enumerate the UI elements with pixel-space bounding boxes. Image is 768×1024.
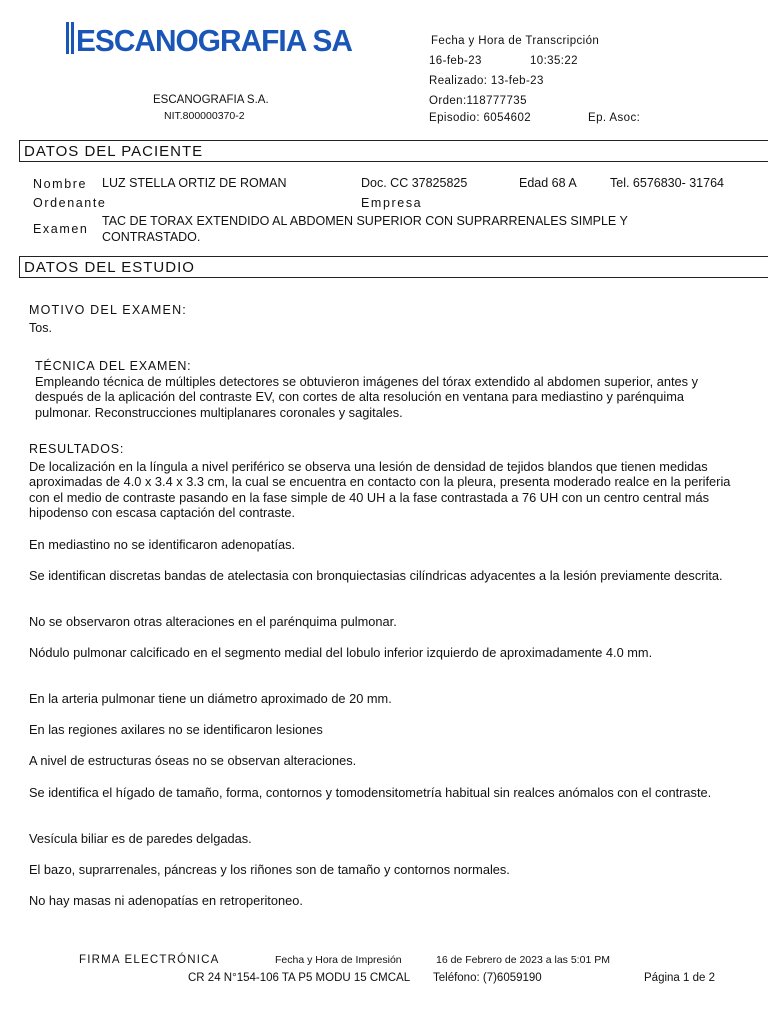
tecnica-heading: TÉCNICA DEL EXAMEN:: [35, 359, 192, 373]
examen-line-2: CONTRASTADO.: [102, 230, 201, 244]
result-paragraph: Vesícula biliar es de paredes delgadas.: [29, 831, 252, 846]
result-paragraph: En mediastino no se identificaron adenopatías.: [29, 537, 296, 552]
footer-address: CR 24 N°154-106 TA P5 MODU 15 CMCAL: [188, 972, 411, 984]
print-date-label: Fecha y Hora de Impresión: [275, 954, 402, 966]
empresa-label: Empresa: [361, 196, 423, 210]
result-paragraph: El bazo, suprarrenales, páncreas y los riñones son de tamaño y contornos normales.: [29, 862, 510, 877]
episodio: Episodio: 6054602: [429, 112, 532, 124]
logo-text: ESCANOGRAFIA SA: [76, 23, 353, 56]
company-name: ESCANOGRAFIA S.A.: [153, 94, 269, 106]
result-paragraph: Se identifica el hígado de tamaño, forma, contornos y tomodensitometría habitual sin realces anómalos con el contraste.: [29, 785, 712, 800]
examen-label: Examen: [33, 222, 89, 236]
result-paragraph: De localización en la língula a nivel periférico se observa una lesión de densidad de tejidos blandos que tienen medidas aproximadas de 4.0 x 3.4 x 3.3 cm, la cual se encuentra en contacto con la pleura, presenta moderado realce en la periferia con el medio de contraste pasando en la fase simple de 40 UH a la fase contrastada a 76 UH con un centro central más hipodenso con escasa captación del contraste.: [29, 459, 731, 520]
transcription-time: 10:35:22: [530, 55, 578, 67]
study-section-title: DATOS DEL ESTUDIO: [24, 259, 195, 276]
result-paragraph: Se identifican discretas bandas de atelectasia con bronquiectasias cilíndricas adyacentes a la lesión previamente descrita.: [29, 568, 723, 583]
patient-age: Edad 68 A: [519, 176, 577, 190]
electronic-signature: FIRMA ELECTRÓNICA: [79, 954, 220, 966]
ep-asoc: Ep. Asoc:: [588, 112, 641, 124]
patient-tel: Tel. 6576830- 31764: [610, 176, 724, 190]
study-section-header: [19, 256, 768, 278]
result-paragraph: En las regiones axilares no se identificaron lesiones: [29, 722, 323, 737]
result-paragraph: No se observaron otras alteraciones en el parénquima pulmonar.: [29, 614, 397, 629]
orden: Orden:118777735: [429, 95, 527, 107]
motivo-heading: MOTIVO DEL EXAMEN:: [29, 303, 187, 317]
result-paragraph: No hay masas ni adenopatías en retroperitoneo.: [29, 893, 303, 908]
realizado: Realizado: 13-feb-23: [429, 75, 544, 87]
patient-doc: Doc. CC 37825825: [361, 176, 468, 190]
motivo-text: Tos.: [29, 321, 52, 335]
transcription-date: 16-feb-23: [429, 55, 482, 67]
page-number: Página 1 de 2: [644, 972, 715, 984]
name-label: Nombre: [33, 177, 88, 191]
transcription-label: Fecha y Hora de Transcripción: [431, 35, 600, 47]
company-nit: NIT.800000370-2: [164, 110, 245, 122]
patient-section-header: [19, 140, 768, 162]
print-date-value: 16 de Febrero de 2023 a las 5:01 PM: [436, 954, 610, 966]
resultados-heading: RESULTADOS:: [29, 442, 125, 456]
result-paragraph: En la arteria pulmonar tiene un diámetro aproximado de 20 mm.: [29, 691, 392, 706]
footer-phone: Teléfono: (7)6059190: [433, 972, 542, 984]
patient-section-title: DATOS DEL PACIENTE: [24, 143, 204, 160]
company-logo: [66, 20, 356, 56]
tecnica-text: Empleando técnica de múltiples detectores se obtuvieron imágenes del tórax extendido al abdomen superior, antes y después de la aplicación del contraste EV, con cortes de alta resolución en ventana para mediastino y parénquima pulmonar. Reconstrucciones multiplanares coronales y sagitales.: [35, 374, 698, 420]
result-paragraph: A nivel de estructuras óseas no se observan alteraciones.: [29, 753, 357, 768]
ordenante-label: Ordenante: [33, 196, 107, 210]
examen-line-1: TAC DE TORAX EXTENDIDO AL ABDOMEN SUPERIOR CON SUPRARRENALES SIMPLE Y: [102, 214, 628, 228]
result-paragraph: Nódulo pulmonar calcificado en el segmento medial del lobulo inferior izquierdo de aproximadamente 4.0 mm.: [29, 645, 653, 660]
patient-name: LUZ STELLA ORTIZ DE ROMAN: [102, 176, 287, 190]
